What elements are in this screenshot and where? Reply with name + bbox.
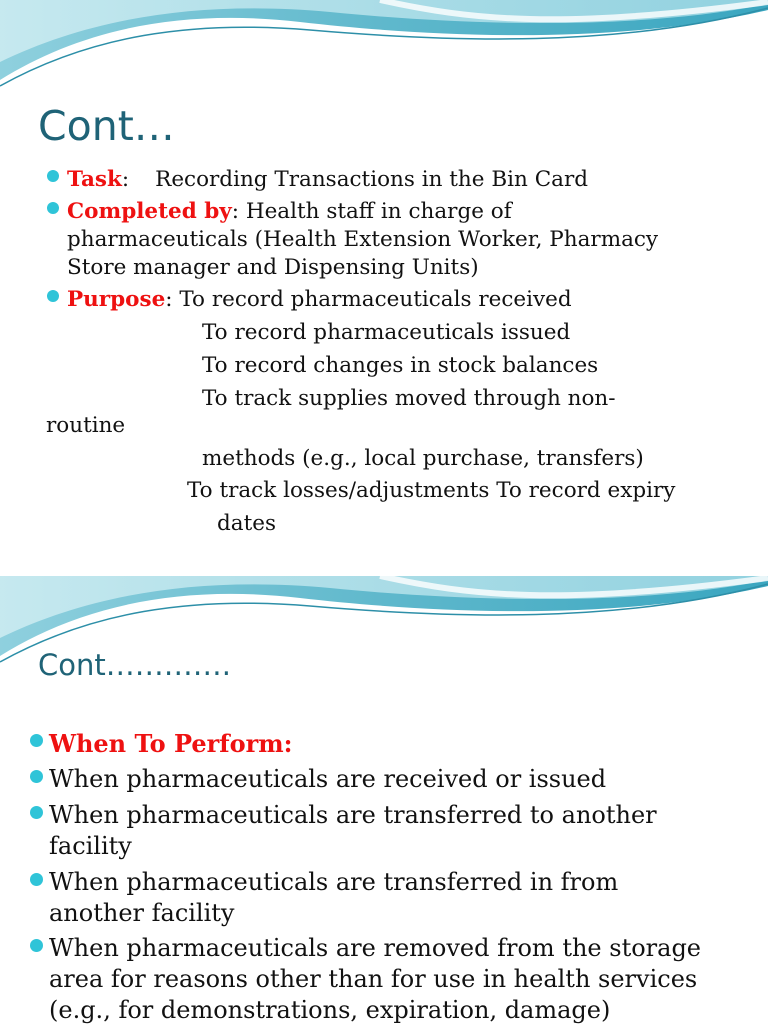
completed-by-line: Store manager and Dispensing Units) bbox=[67, 255, 479, 280]
round-bullet-icon bbox=[47, 170, 59, 182]
completed-by-line: pharmaceuticals (Health Extension Worker, Pharmacy bbox=[67, 227, 659, 252]
task-item: Task: Recording Transactions in the Bin Card bbox=[67, 167, 589, 192]
round-bullet-icon bbox=[30, 873, 43, 886]
round-bullet-icon bbox=[30, 806, 43, 819]
slide-2 bbox=[0, 576, 768, 1024]
round-bullet-icon bbox=[30, 770, 43, 783]
list-item-continuation: facility bbox=[49, 832, 132, 860]
purpose-label: Purpose bbox=[67, 287, 166, 312]
header-wave-graphic bbox=[0, 0, 768, 90]
purpose-line: To record pharmaceuticals issued bbox=[202, 320, 571, 345]
list-item-continuation: another facility bbox=[49, 899, 235, 927]
task-text: Recording Transactions in the Bin Card bbox=[155, 167, 589, 192]
list-item-continuation: (e.g., for demonstrations, expiration, damage) bbox=[49, 996, 611, 1024]
round-bullet-icon bbox=[47, 290, 59, 302]
list-item: When pharmaceuticals are transferred to another bbox=[49, 801, 657, 829]
list-item: When pharmaceuticals are transferred in from bbox=[49, 868, 619, 896]
when-to-perform-heading: When To Perform: bbox=[49, 729, 293, 758]
purpose-line: dates bbox=[217, 511, 276, 536]
slide-title: Cont… bbox=[38, 102, 175, 150]
purpose-line: To record changes in stock balances bbox=[202, 353, 599, 378]
list-item: When pharmaceuticals are removed from the storage bbox=[49, 934, 702, 962]
purpose-line: routine bbox=[46, 413, 126, 438]
purpose-line: To track losses/adjustments To record expiry bbox=[187, 478, 676, 503]
list-item: When pharmaceuticals are received or issued bbox=[49, 765, 607, 793]
purpose-line: methods (e.g., local purchase, transfers) bbox=[202, 446, 644, 471]
completed-by-label: Completed by bbox=[67, 199, 232, 224]
round-bullet-icon bbox=[47, 202, 59, 214]
slide-title: Cont…………. bbox=[38, 648, 231, 682]
completed-by-item: Completed by: Health staff in charge of bbox=[67, 199, 512, 224]
round-bullet-icon bbox=[30, 734, 43, 747]
purpose-item: Purpose: To record pharmaceuticals received bbox=[67, 287, 572, 312]
list-item-continuation: area for reasons other than for use in health services bbox=[49, 965, 698, 993]
purpose-line: To track supplies moved through non- bbox=[202, 386, 616, 411]
round-bullet-icon bbox=[30, 939, 43, 952]
task-label: Task bbox=[67, 167, 122, 192]
